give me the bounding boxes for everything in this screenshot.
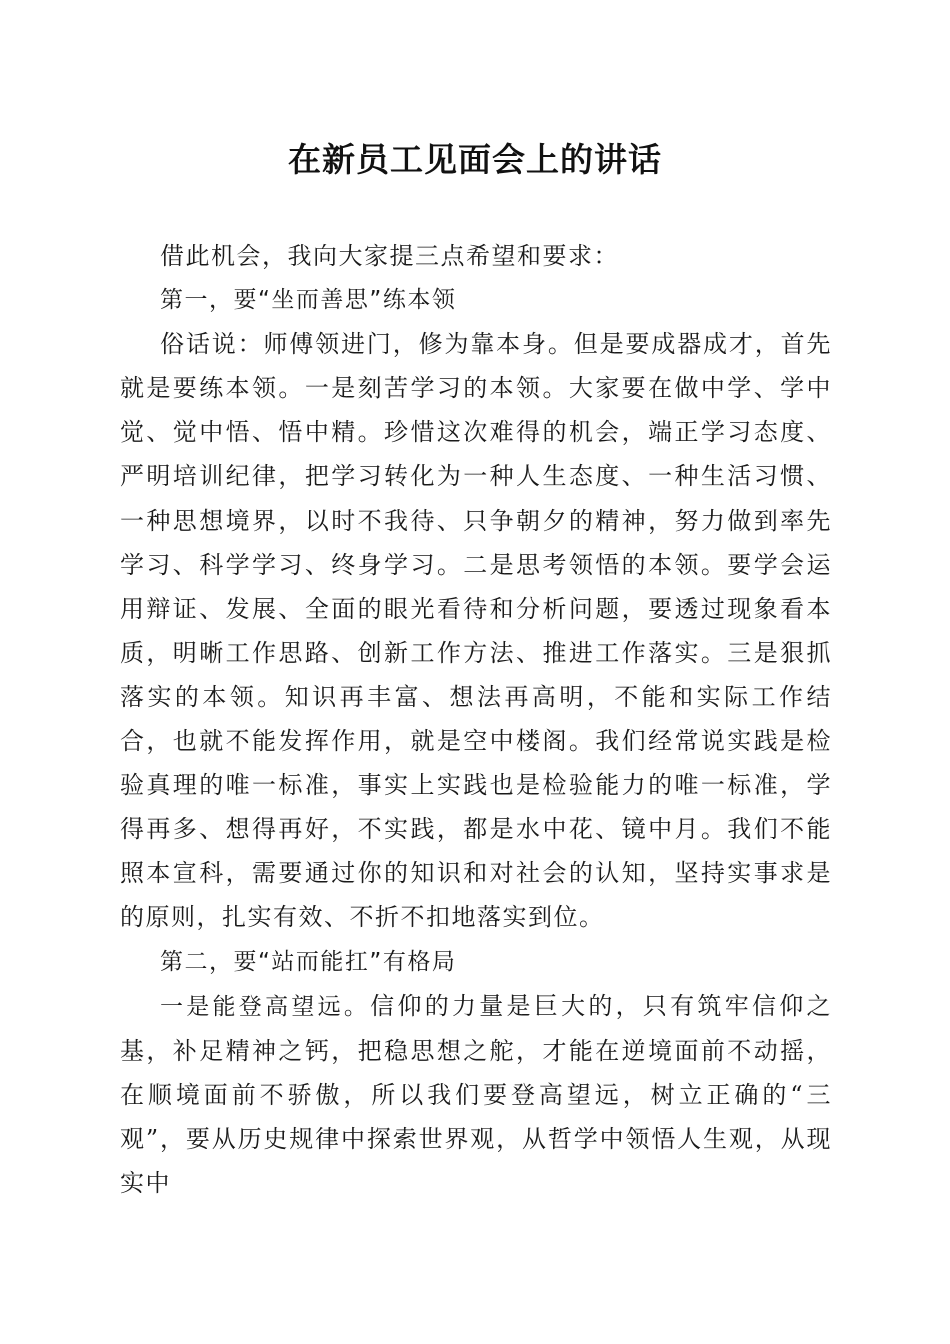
document-title: 在新员工见面会上的讲话 bbox=[288, 140, 662, 179]
section-2-lead: 一是能登高望远。 bbox=[160, 993, 371, 1020]
section-1-heading: 第一，要“坐而善思”练本领 bbox=[160, 287, 457, 314]
section-2-heading: 第二，要“站而能扛”有格局 bbox=[160, 948, 457, 975]
section-1-paragraph: 俗话说：师傅领进门，修为靠本身。但是要成器成才，首先就是要练本领。一是刻苦学习的本领。大家要在做中学、学中觉、觉中悟、悟中精。珍惜这次难得的机会，端正学习态度、严明培训纪律，把学习转化为一种人生态度、一种生活习惯、一种思想境界，以时不我待、只争朝夕的精神，努力做到率先学习、科学学习、终身学习。二是思考领悟的本领。要学会运用辩证、发展、全面的眼光看待和分析问题，要透过现象看本质，明晰工作思路、创新工作方法、推进工作落实。三是狠抓落实的本领。知识再丰富、想法再高明，不能和实际工作结合，也就不能发挥作用，就是空中楼阁。我们经常说实践是检验真理的唯一标准，事实上实践也是检验能力的唯一标准，学得再多、想得再好，不实践，都是水中花、镜中月。我们不能照本宣科，需要通过你的知识和对社会的认知，坚持实事求是的原则，扎实有效、不折不扣地落实到位。 bbox=[120, 330, 832, 932]
document-body bbox=[120, 234, 832, 1205]
section-2-paragraph bbox=[120, 984, 832, 1205]
intro-paragraph: 借此机会，我向大家提三点希望和要求： bbox=[160, 242, 619, 270]
section-2-body: 信仰的力量是巨大的，只有筑牢信仰之基，补足精神之钙，把稳思想之舵，才能在逆境面前不动摇，在顺境面前不骄傲，所以我们要登高望远，树立正确的“三观”，要从历史规律中探索世界观，从哲学中领悟人生观，从现实中 bbox=[120, 991, 833, 1197]
